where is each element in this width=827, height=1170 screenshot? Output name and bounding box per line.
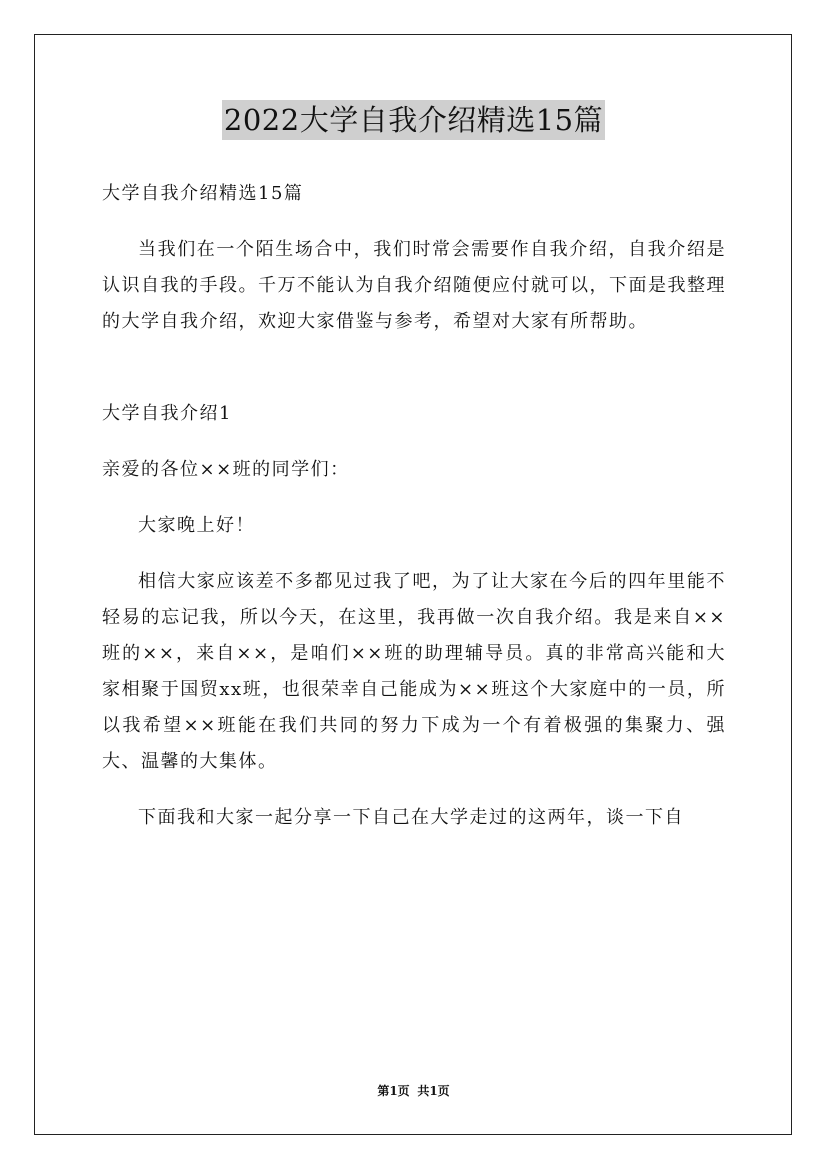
page-total: 共1页	[417, 1084, 450, 1098]
title-container	[0, 100, 827, 140]
intro-paragraph: 当我们在一个陌生场合中，我们时常会需要作自我介绍，自我介绍是认识自我的手段。千万不能认为自我介绍随便应付就可以，下面是我整理的大学自我介绍，欢迎大家借鉴与参考，希望对大家有所帮助。	[102, 239, 726, 332]
greeting: 大家晚上好！	[138, 515, 255, 536]
section-heading: 大学自我介绍1	[102, 403, 232, 424]
subtitle-line: 大学自我介绍精选15篇	[102, 183, 304, 204]
salutation: 亲爱的各位××班的同学们：	[102, 459, 350, 480]
body-paragraph-continued: 下面我和大家一起分享一下自己在大学走过的这两年，谈一下自	[138, 807, 684, 828]
document-body	[102, 176, 726, 856]
document-title: 2022大学自我介绍精选15篇	[222, 100, 605, 140]
page-number: 第1页	[377, 1084, 410, 1098]
page-footer	[0, 1083, 827, 1099]
body-paragraph: 相信大家应该差不多都见过我了吧，为了让大家在今后的四年里能不轻易的忘记我，所以今天，在这里，我再做一次自我介绍。我是来自××班的××，来自××，是咱们××班的助理辅导员。真的非常高兴能和大家相聚于国贸xx班，也很荣幸自己能成为××班这个大家庭中的一员，所以我希望××班能在我们共同的努力下成为一个有着极强的集聚力、强大、温馨的大集体。	[102, 571, 726, 772]
